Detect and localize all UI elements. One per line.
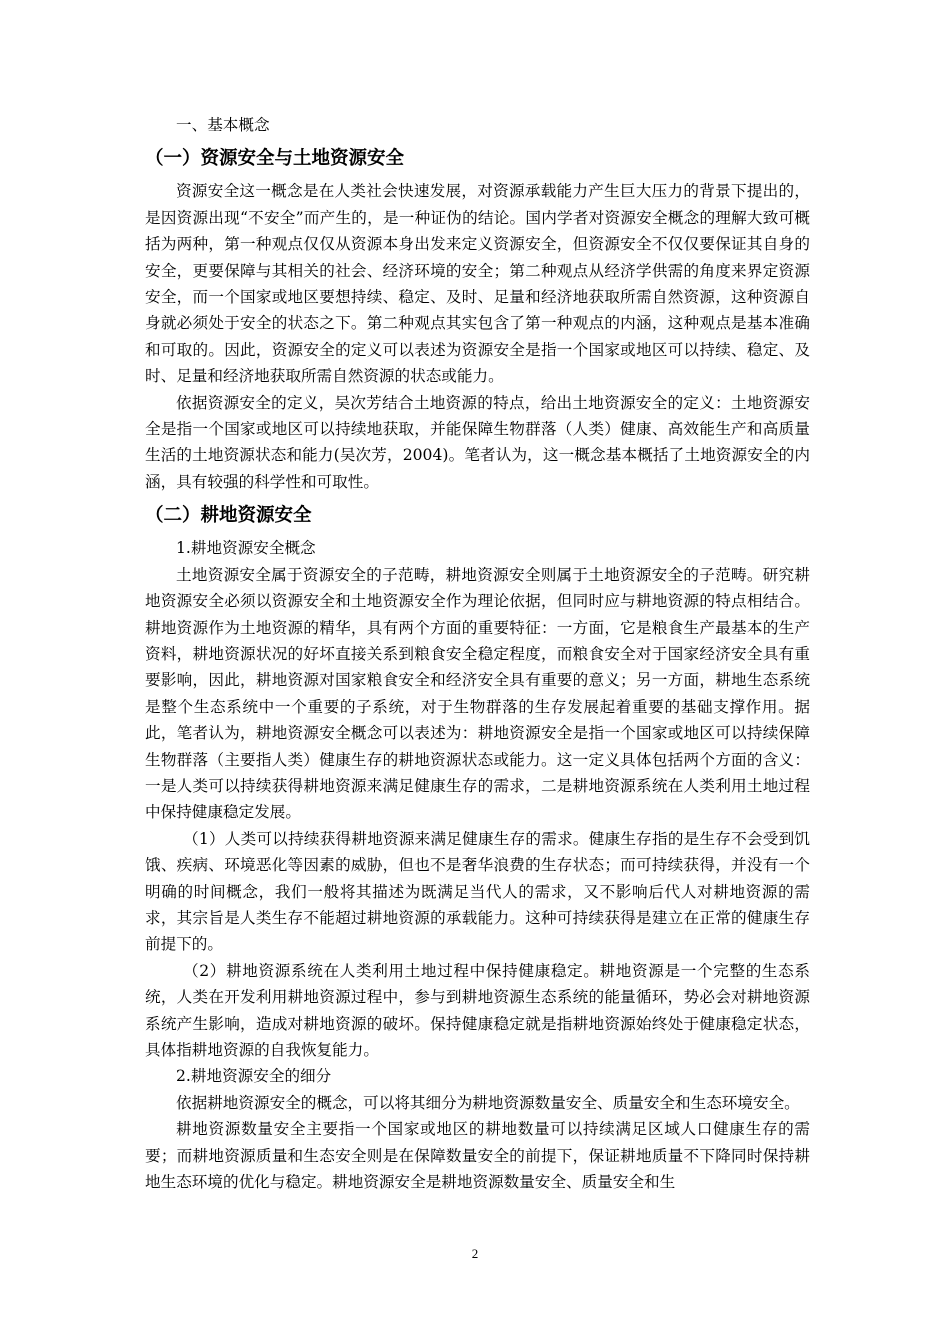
paragraph-1: 资源安全这一概念是在人类社会快速发展，对资源承载能力产生巨大压力的背景下提出的，是因资源出现“不安全”而产生的，是一种证伪的结论。国内学者对资源安全概念的理解大致可概括为两种，第一种观点仅仅从资源本身出发来定义资源安全，但资源安全不仅仅要保证其自身的安全，更要保障与其相关的社会、经济环境的安全；第二种观点从经济学供需的角度来界定资源安全，而一个国家或地区要想持续、稳定、及时、足量和经济地获取所需自然资源，这种资源自身就必须处于安全的状态之下。第二种观点其实包含了第一种观点的内涵，这种观点是基本准确和可取的。因此，资源安全的定义可以表述为资源安全是指一个国家或地区可以持续、稳定、及时、足量和经济地获取所需自然资源的状态或能力。 xyxy=(145,182,810,386)
paragraph-2: 依据资源安全的定义，吴次芳结合土地资源的特点，给出土地资源安全的定义：土地资源安全是指一个国家或地区可以持续地获取，并能保障生物群落（人类）健康、高效能生产和高质量生活的土地资源状态和能力(吴次芳，2004)。笔者认为，这一概念基本概括了土地资源安全的内涵，具有较强的科学性和可取性。 xyxy=(145,393,810,491)
section-label: 一、基本概念 xyxy=(176,116,270,134)
heading-farmland-security: （二）耕地资源安全 xyxy=(145,505,312,527)
subheading-subdivision: 2.耕地资源安全的细分 xyxy=(176,1067,332,1086)
paragraph-4: （1）人类可以持续获得耕地资源来满足健康生存的需求。健康生存指的是生存不会受到饥饿、疾病、环境恶化等因素的威胁，但也不是奢华浪费的生存状态；而可持续获得，并没有一个明确的时间概念，我们一般将其描述为既满足当代人的需求，又不影响后代人对耕地资源的需求，其宗旨是人类生存不能超过耕地资源的承载能力。这种可持续获得是建立在正常的健康生存前提下的。 xyxy=(145,829,810,954)
page-number: 2 xyxy=(471,1246,479,1261)
paragraph-5: （2）耕地资源系统在人类利用土地过程中保持健康稳定。耕地资源是一个完整的生态系统，人类在开发利用耕地资源过程中，参与到耕地资源生态系统的能量循环，势必会对耕地资源系统产生影响，造成对耕地资源的破坏。保持健康稳定就是指耕地资源始终处于健康稳定状态，具体指耕地资源的自我恢复能力。 xyxy=(145,961,810,1059)
paragraph-7: 耕地资源数量安全主要指一个国家或地区的耕地数量可以持续满足区域人口健康生存的需要；而耕地资源质量和生态安全则是在保障数量安全的前提下，保证耕地质量不下降同时保持耕地生态环境的优化与稳定。耕地资源安全是耕地资源数量安全、质量安全和生 xyxy=(145,1120,810,1192)
document-body xyxy=(145,112,810,1195)
heading-resource-security: （一）资源安全与土地资源安全 xyxy=(145,148,405,170)
paragraph-6: 依据耕地资源安全的概念，可以将其细分为耕地资源数量安全、质量安全和生态环境安全。 xyxy=(176,1093,800,1112)
subheading-concept: 1.耕地资源安全概念 xyxy=(176,539,316,558)
paragraph-3: 土地资源安全属于资源安全的子范畴，耕地资源安全则属于土地资源安全的子范畴。研究耕地资源安全必须以资源安全和土地资源安全作为理论依据，但同时应与耕地资源的特点相结合。耕地资源作为土地资源的精华，具有两个方面的重要特征：一方面，它是粮食生产最基本的生产资料，耕地资源状况的好坏直接关系到粮食安全稳定程度，而粮食安全对于国家经济安全具有重要影响，因此，耕地资源对国家粮食安全和经济安全具有重要的意义；另一方面，耕地生态系统是整个生态系统中一个重要的子系统，对于生物群落的生存发展起着重要的基础支撑作用。据此，笔者认为，耕地资源安全概念可以表述为：耕地资源安全是指一个国家或地区可以持续保障生物群落（主要指人类）健康生存的耕地资源状态或能力。这一定义具体包括两个方面的含义：一是人类可以持续获得耕地资源来满足健康生存的需求，二是耕地资源系统在人类利用土地过程中保持健康稳定发展。 xyxy=(145,565,810,822)
